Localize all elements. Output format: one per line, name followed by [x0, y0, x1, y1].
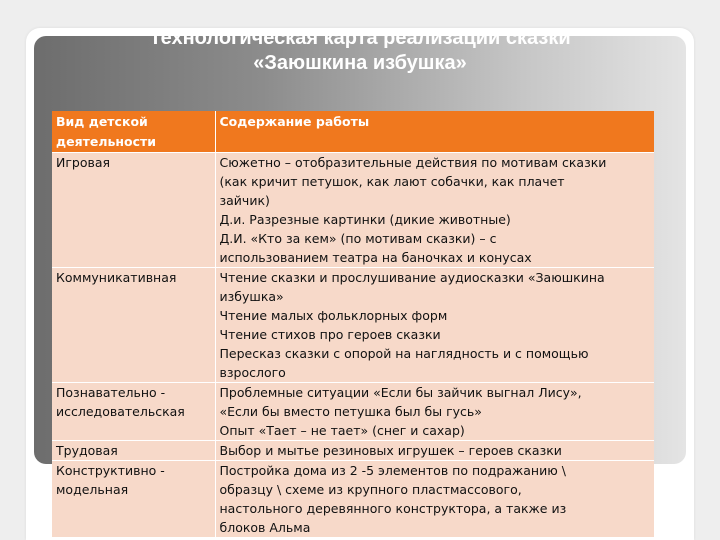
table-row: [52, 268, 654, 383]
content-line: (как кричит петушок, как лают собачки, как плачет: [219, 174, 565, 189]
title-line-1: Технологическая карта реализации сказки: [149, 27, 571, 49]
content-line: использованием театра на баночках и конусах: [219, 250, 532, 265]
content-line: Сюжетно – отобразительные действия по мотивам сказки: [219, 155, 607, 170]
content-line: взрослого: [219, 365, 286, 380]
activity-cell: [52, 441, 215, 461]
content-line: Чтение малых фольклорных форм: [219, 308, 448, 323]
activity-line: Трудовая: [56, 443, 118, 458]
content-cell: [215, 441, 654, 461]
table-row: [52, 441, 654, 461]
title-line-2: «Заюшкина избушка»: [253, 52, 467, 74]
header-content: Содержание работы: [215, 111, 654, 153]
tech-map-table: [52, 111, 654, 537]
header-activity: Вид детской деятельности: [52, 111, 215, 153]
content-line: настольного деревянного конструктора, а также из: [219, 501, 567, 516]
content-line: блоков Альма: [219, 520, 311, 535]
content-line: Чтение стихов про героев сказки: [219, 327, 441, 342]
content-line: Пересказ сказки с опорой на наглядность и с помощью: [219, 346, 589, 361]
activity-line: Коммуникативная: [56, 270, 177, 285]
activity-cell: [52, 153, 215, 268]
content-line: Чтение сказки и прослушивание аудиосказки «Заюшкина: [219, 270, 605, 285]
activity-line: исследовательская: [56, 404, 185, 419]
content-cell: [215, 383, 654, 441]
content-line: Д.и. Разрезные картинки (дикие животные): [219, 212, 511, 227]
content-line: избушка»: [219, 289, 284, 304]
activity-cell: [52, 268, 215, 383]
activity-line: Познавательно -: [56, 385, 166, 400]
activity-line: Игровая: [56, 155, 111, 170]
content-line: образцу \ схеме из крупного пластмассового,: [219, 482, 522, 497]
content-line: «Если бы вместо петушка был бы гусь»: [219, 404, 482, 419]
content-line: Выбор и мытье резиновых игрушек – героев сказки: [219, 443, 562, 458]
table-row: [52, 383, 654, 441]
content-cell: [215, 153, 654, 268]
content-cell: [215, 461, 654, 538]
slide-title: [34, 26, 686, 76]
table-body: [52, 153, 654, 538]
table-row: [52, 461, 654, 538]
table-row: [52, 153, 654, 268]
content-cell: [215, 268, 654, 383]
content-line: зайчик): [219, 193, 270, 208]
content-line: Опыт «Тает – не тает» (снег и сахар): [219, 423, 465, 438]
activity-line: модельная: [56, 482, 129, 497]
activity-line: Конструктивно -: [56, 463, 165, 478]
table-header-row: [52, 111, 654, 153]
content-line: Постройка дома из 2 -5 элементов по подражанию \: [219, 463, 566, 478]
activity-cell: [52, 383, 215, 441]
activity-cell: [52, 461, 215, 538]
content-line: Д.И. «Кто за кем» (по мотивам сказки) – с: [219, 231, 497, 246]
content-line: Проблемные ситуации «Если бы зайчик выгнал Лису»,: [219, 385, 582, 400]
